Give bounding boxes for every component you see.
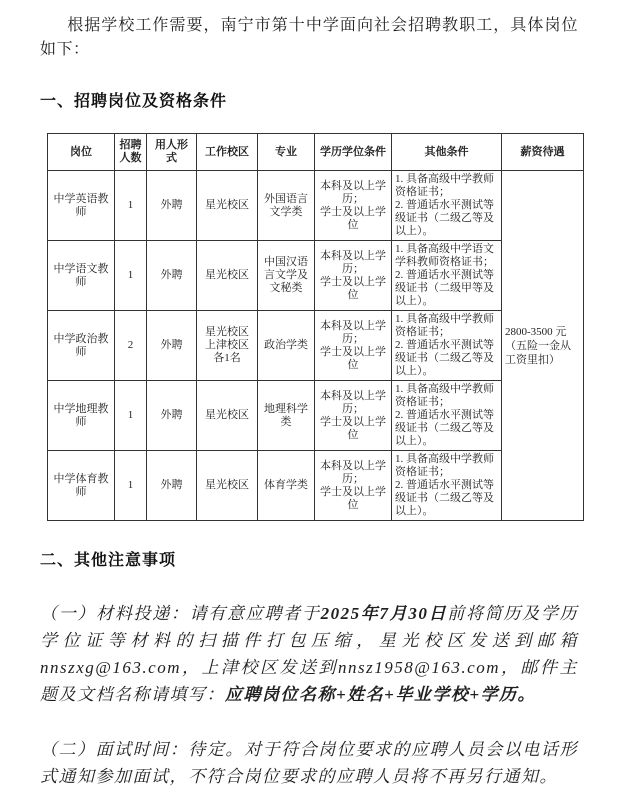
section1-title: 一、招聘岗位及资格条件 — [40, 93, 228, 110]
recruitment-table-body — [48, 171, 584, 521]
employment-cell: 外聘 — [147, 311, 197, 381]
major-cell: 政治学类 — [258, 311, 315, 381]
major-cell: 外国语言文学类 — [258, 171, 315, 241]
count-cell: 1 — [115, 381, 147, 451]
table-row — [48, 171, 584, 241]
table-header-row — [48, 134, 584, 171]
column-header: 薪资待遇 — [502, 134, 584, 171]
position-cell: 中学体育教师 — [48, 451, 115, 521]
other-conditions-cell: 1. 具备高级中学教师资格证书； 2. 普通话水平测试等级证书（二级乙等及以上）。 — [392, 311, 502, 381]
count-cell: 2 — [115, 311, 147, 381]
count-cell: 1 — [115, 451, 147, 521]
column-header: 工作校区 — [197, 134, 258, 171]
recruitment-table — [47, 133, 584, 521]
text-segment: （二）面试时间：待定。对于符合岗位要求的应聘人员会以电话形式通知参加面试，不符合岗位要求的应聘人员将不再另行通知。 — [40, 740, 578, 786]
campus-cell: 星光校区 — [197, 451, 258, 521]
campus-cell: 星光校区 — [197, 241, 258, 311]
column-header: 专业 — [258, 134, 315, 171]
column-header: 其他条件 — [392, 134, 502, 171]
position-cell: 中学语文教师 — [48, 241, 115, 311]
column-header: 招聘人数 — [115, 134, 147, 171]
degree-cell: 本科及以上学历； 学士及以上学位 — [315, 241, 392, 311]
employment-cell: 外聘 — [147, 381, 197, 451]
bold-text-segment: 2025年7月30日 — [320, 604, 448, 623]
employment-cell: 外聘 — [147, 451, 197, 521]
count-cell: 1 — [115, 241, 147, 311]
major-cell: 体育学类 — [258, 451, 315, 521]
column-header: 学历学位条件 — [315, 134, 392, 171]
interview-paragraph — [40, 736, 578, 790]
position-cell: 中学政治教师 — [48, 311, 115, 381]
salary-cell: 2800-3500 元（五险一金从工资里扣） — [502, 171, 584, 521]
section2-title: 二、其他注意事项 — [40, 552, 177, 569]
employment-cell: 外聘 — [147, 171, 197, 241]
campus-cell: 星光校区上津校区各1名 — [197, 311, 258, 381]
count-cell: 1 — [115, 171, 147, 241]
position-cell: 中学英语教师 — [48, 171, 115, 241]
column-header: 岗位 — [48, 134, 115, 171]
major-cell: 中国汉语言文学及文秘类 — [258, 241, 315, 311]
position-cell: 中学地理教师 — [48, 381, 115, 451]
other-conditions-cell: 1. 具备高级中学教师资格证书； 2. 普通话水平测试等级证书（二级乙等及以上）。 — [392, 171, 502, 241]
other-conditions-cell: 1. 具备高级中学语文学科教师资格证书； 2. 普通话水平测试等级证书（二级甲等及以上）。 — [392, 241, 502, 311]
intro-paragraph: 根据学校工作需要，南宁市第十中学面向社会招聘教职工，具体岗位如下： — [40, 17, 578, 58]
column-header: 用人形式 — [147, 134, 197, 171]
employment-cell: 外聘 — [147, 241, 197, 311]
major-cell: 地理科学类 — [258, 381, 315, 451]
text-segment: 前将简历及学历学位证等材料的扫描件打包压缩，星光校区发送到邮箱nnszxg@163.com，上津校区发送到nnsz1958@163.com，邮件主题及文档名称请填写： — [40, 604, 579, 704]
degree-cell: 本科及以上学历； 学士及以上学位 — [315, 451, 392, 521]
degree-cell: 本科及以上学历； 学士及以上学位 — [315, 381, 392, 451]
campus-cell: 星光校区 — [197, 171, 258, 241]
other-conditions-cell: 1. 具备高级中学教师资格证书； 2. 普通话水平测试等级证书（二级乙等及以上）。 — [392, 451, 502, 521]
degree-cell: 本科及以上学历； 学士及以上学位 — [315, 311, 392, 381]
other-conditions-cell: 1. 具备高级中学教师资格证书； 2. 普通话水平测试等级证书（二级乙等及以上）。 — [392, 381, 502, 451]
degree-cell: 本科及以上学历； 学士及以上学位 — [315, 171, 392, 241]
campus-cell: 星光校区 — [197, 381, 258, 451]
text-segment: （一）材料投递：请有意应聘者于 — [40, 604, 321, 623]
bold-text-segment: 应聘岗位名称+姓名+毕业学校+学历。 — [225, 685, 537, 704]
